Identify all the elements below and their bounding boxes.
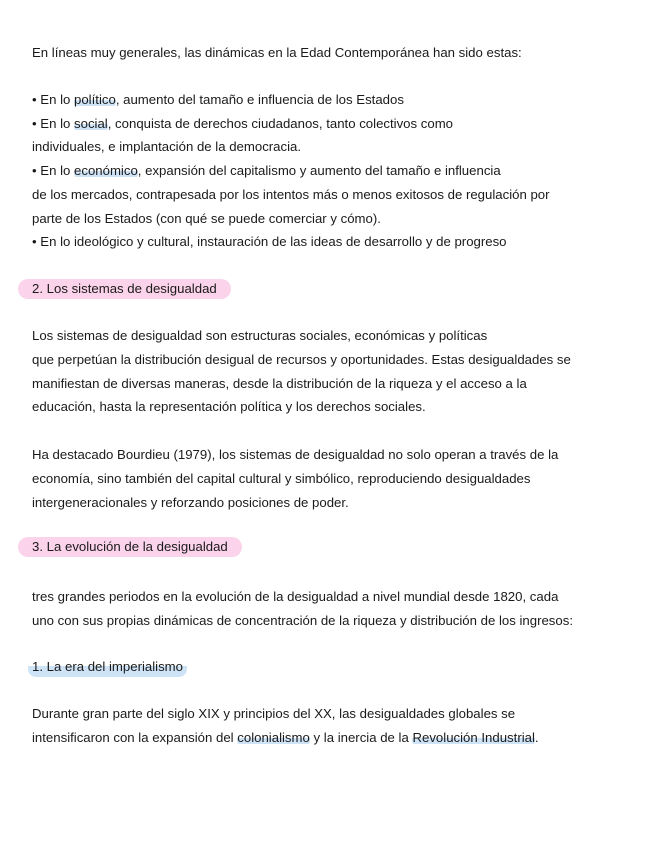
- section-2-heading: 2. Los sistemas de desigualdad: [18, 279, 231, 299]
- subsection-1-heading: 1. La era del imperialismo: [28, 657, 187, 677]
- bullet-prefix: • En lo: [32, 163, 75, 178]
- bullet-economico-cont2: parte de los Estados (con qué se puede comerciar y cómo).: [32, 211, 381, 226]
- bullet-economico-cont1: de los mercados, contrapesada por los intentos más o menos exitosos de regulación por: [32, 187, 550, 202]
- section-2-p1-line1: Los sistemas de desigualdad son estructuras sociales, económicas y políticas: [32, 328, 488, 343]
- section-3-p1-line2: uno con sus propias dinámicas de concentración de la riqueza y distribución de los ingresos:: [32, 613, 573, 628]
- bullet-prefix: • En lo: [32, 92, 75, 107]
- section-2-p1-line4: educación, hasta la representación política y los derechos sociales.: [32, 399, 426, 414]
- text-segment: .: [534, 730, 539, 745]
- section-2-p1-line2: que perpetúan la distribución desigual de recursos y oportunidades. Estas desigualdades se: [32, 352, 571, 367]
- bullet-economico: [32, 162, 501, 180]
- section-2-p2-line1: Ha destacado Bourdieu (1979), los sistemas de desigualdad no solo operan a través de la: [32, 447, 559, 462]
- bullet-text: , expansión del capitalismo y aumento del tamaño e influencia: [137, 163, 501, 178]
- bullet-politico: [32, 91, 404, 109]
- bullet-ideologico: • En lo ideológico y cultural, instauración de las ideas de desarrollo y de progreso: [32, 234, 507, 249]
- subsection-1-line2: [32, 729, 539, 747]
- highlight-economico: económico: [74, 163, 138, 178]
- subsection-1-line1: Durante gran parte del siglo XIX y principios del XX, las desigualdades globales se: [32, 706, 516, 721]
- bullet-social: [32, 115, 453, 133]
- section-2-p2-line3: intergeneracionales y reforzando posiciones de poder.: [32, 495, 349, 510]
- section-2-p1-line3: manifiestan de diversas maneras, desde la distribución de la riqueza y el acceso a la: [32, 376, 527, 391]
- text-segment: intensificaron con la expansión del: [32, 730, 238, 745]
- highlight-revolucion-industrial: Revolución Industrial: [412, 730, 535, 745]
- bullet-social-cont: individuales, e implantación de la democracia.: [32, 139, 302, 154]
- text-segment: y la inercia de la: [309, 730, 413, 745]
- section-3-p1-line1: tres grandes periodos en la evolución de la desigualdad a nivel mundial desde 1820, cada: [32, 589, 559, 604]
- bullet-prefix: • En lo: [32, 116, 75, 131]
- section-2-p2-line2: economía, sino también del capital cultural y simbólico, reproduciendo desigualdades: [32, 471, 531, 486]
- bullet-text: , conquista de derechos ciudadanos, tanto colectivos como: [107, 116, 454, 131]
- bullet-text: , aumento del tamaño e influencia de los Estados: [115, 92, 404, 107]
- highlight-social: social: [74, 116, 108, 131]
- section-3-heading: 3. La evolución de la desigualdad: [18, 537, 242, 557]
- highlight-colonialismo: colonialismo: [237, 730, 310, 745]
- intro-text: En líneas muy generales, las dinámicas en la Edad Contemporánea han sido estas:: [32, 45, 522, 60]
- highlight-politico: político: [74, 92, 116, 107]
